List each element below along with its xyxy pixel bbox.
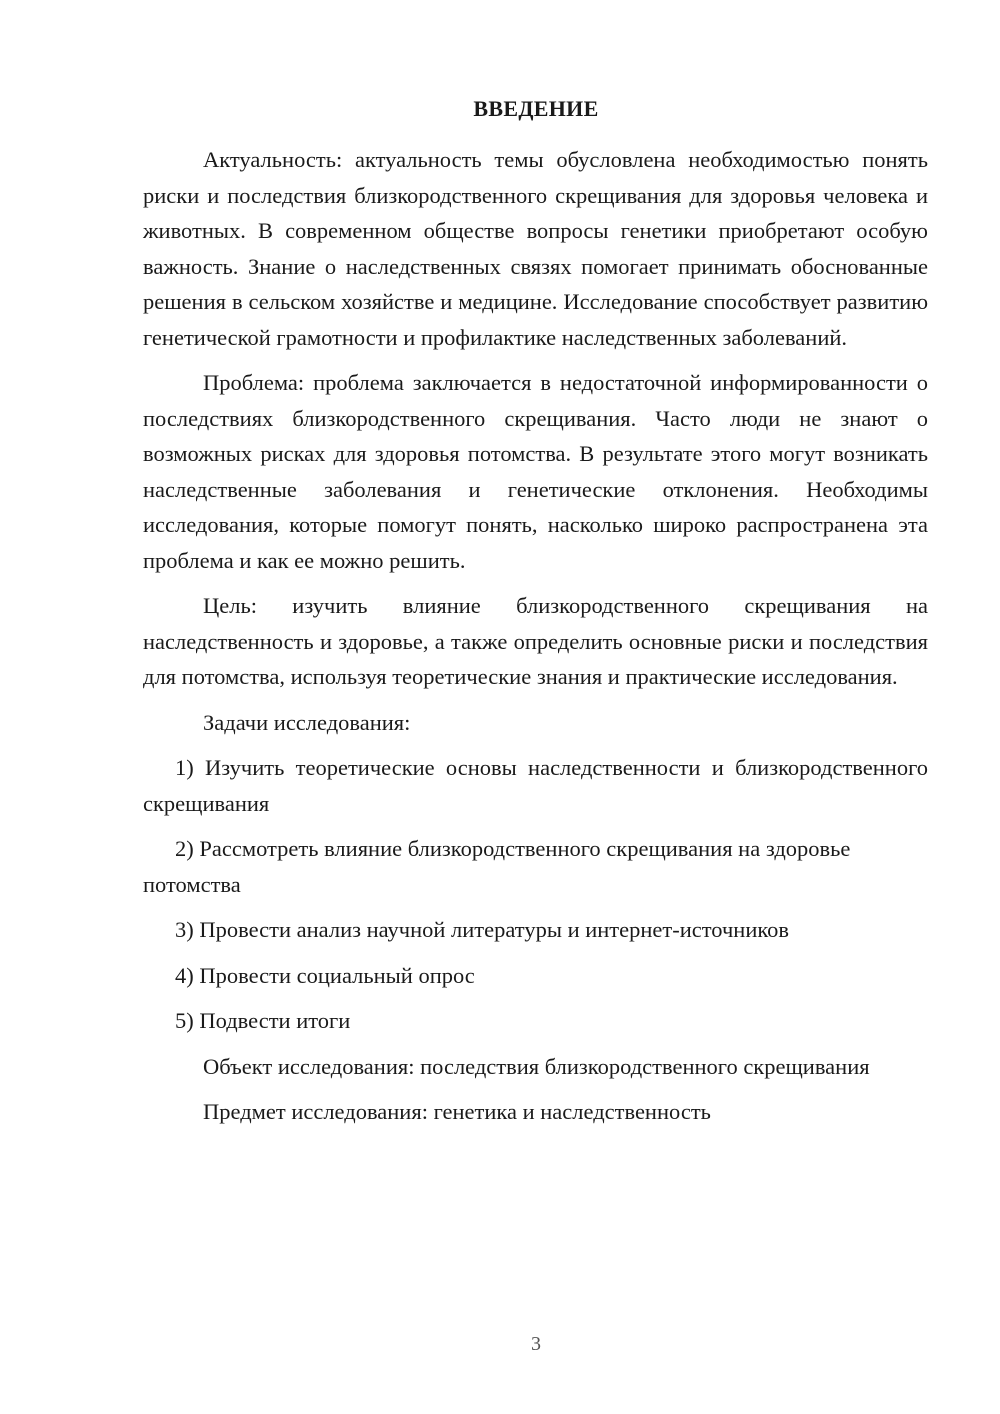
task-item-3: 3) Провести анализ научной литературы и интернет-источников: [175, 917, 790, 942]
task-item-1: 1) Изучить теоретические основы наследственности и близкородственного скрещивания: [143, 755, 928, 816]
subject-paragraph: Предмет исследования: генетика и наследственность: [203, 1099, 711, 1124]
section-heading: ВВЕДЕНИЕ: [473, 96, 599, 121]
object-paragraph: Объект исследования: последствия близкородственного скрещивания: [203, 1053, 870, 1079]
tasks-heading: Задачи исследования:: [203, 709, 411, 735]
task-item-4: 4) Провести социальный опрос: [175, 962, 475, 988]
task-item-2: 2) Рассмотреть влияние близкородственного скрещивания на здоровье потомства: [143, 836, 851, 897]
task-item-5: 5) Подвести итоги: [175, 1008, 351, 1033]
goal-paragraph: Цель: изучить влияние близкородственного скрещивания на наследственность и здоровье, а также определить основные риски и последствия для потомства, используя теоретические знания и практические исследования.: [143, 593, 928, 689]
body-text: [143, 142, 928, 1140]
relevance-paragraph: Актуальность: актуальность темы обусловлена необходимостью понять риски и последствия близкородственного скрещивания для здоровья человека и животных. В современном обществе вопросы генетики приобретают особую важность. Знание о наследственных связях помогает принимать обоснованные решения в сельском хозяйстве и медицине. Исследование способствует развитию генетической грамотности и профилактике наследственных заболеваний.: [143, 147, 928, 350]
problem-paragraph: Проблема: проблема заключается в недостаточной информированности о последствиях близкородственного скрещивания. Часто люди не знают о возможных рисках для здоровья потомства. В результате этого могут возникать наследственные заболевания и генетические отклонения. Необходимы исследования, которые помогут понять, насколько широко распространена эта проблема и как ее можно решить.: [143, 370, 928, 573]
page-number: 3: [531, 1333, 541, 1355]
